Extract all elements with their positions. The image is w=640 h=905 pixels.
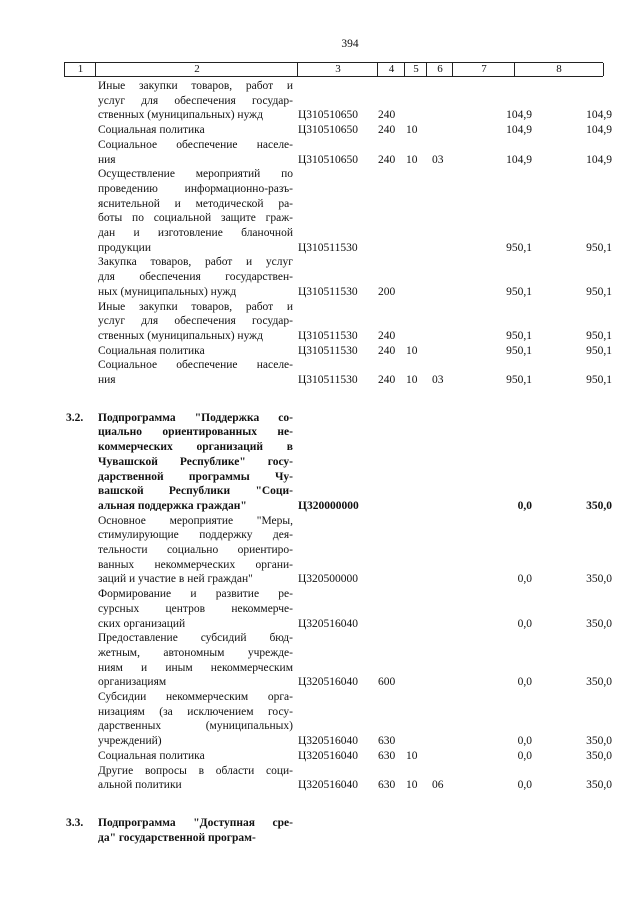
section: 10 [406, 374, 418, 386]
expense-type: 240 [378, 153, 396, 166]
amount-col8: 950,1 [586, 344, 612, 357]
row-name-line: Социальная политика [98, 344, 205, 357]
row-name-line: Осуществление мероприятий по [98, 168, 293, 181]
amount-col7: 0,0 [517, 749, 532, 762]
budget-code: Ц320516040 [298, 779, 359, 792]
row-name-line: Предоставление субсидий бюд- [98, 632, 293, 645]
amount-col8: 104,9 [586, 124, 612, 137]
budget-code: Ц310511530 [298, 374, 358, 386]
amount-col7: 950,1 [506, 374, 532, 386]
row-name-line: альной политики [98, 779, 182, 792]
row-name-line: Чувашской Республике" госу- [98, 455, 293, 468]
row-name-line: дарственных (муниципальных) [98, 720, 293, 733]
row-name-line: Социальная политика [98, 749, 205, 762]
budget-code: Ц310511530 [298, 285, 358, 298]
header-col-5: 5 [404, 63, 427, 76]
amount-col8: 350,0 [586, 749, 612, 762]
subsection: 06 [432, 779, 444, 792]
amount-col7: 950,1 [506, 344, 532, 357]
row-name-line: Субсидии некоммерческим орга- [98, 691, 293, 703]
row-name-line: заций и участие в ней граждан" [98, 573, 253, 586]
amount-col8: 350,0 [586, 735, 612, 748]
row-name-line: Основное мероприятие "Меры, [98, 514, 293, 527]
row-number: 3.3. [66, 816, 84, 829]
subsection: 03 [432, 374, 444, 386]
row-name-line: жетным, автономным учрежде- [98, 646, 293, 659]
budget-code: Ц310511530 [298, 241, 358, 254]
amount-col8: 950,1 [586, 285, 612, 298]
amount-col7: 950,1 [506, 241, 532, 254]
row-name-line: низациям (за исключением госу- [98, 705, 293, 718]
row-name-line: циально ориентированных не- [98, 426, 293, 439]
row-name-line: услуг для обеспечения государ- [98, 315, 293, 328]
row-name-line: стимулирующие поддержку дея- [98, 529, 293, 542]
budget-code: Ц310510650 [298, 124, 359, 137]
header-col-3: 3 [297, 63, 378, 76]
amount-col7: 950,1 [506, 285, 532, 298]
amount-col8: 350,0 [586, 617, 612, 630]
section: 10 [406, 779, 418, 792]
row-name-line: организациям [98, 676, 167, 689]
row-name-line: ния [98, 153, 116, 166]
row-name-line: Социальное обеспечение населе- [98, 138, 293, 151]
amount-col7: 950,1 [506, 329, 532, 342]
amount-col8: 950,1 [586, 329, 612, 342]
header-col-1: 1 [64, 63, 96, 76]
row-name-line: Социальное обеспечение населе- [98, 359, 293, 372]
row-name-line: услуг для обеспечения государ- [98, 94, 293, 107]
header-col-4: 4 [377, 63, 405, 76]
budget-code: Ц320516040 [298, 617, 359, 630]
header-col-8: 8 [514, 63, 604, 76]
row-name-line: проведению информационно-разъ- [98, 182, 293, 195]
row-name-line: ских организаций [98, 617, 186, 630]
budget-code: Ц310511530 [298, 329, 358, 342]
budget-code: Ц310511530 [298, 344, 358, 357]
expense-type: 240 [378, 344, 396, 357]
expense-type: 240 [378, 329, 396, 342]
row-name-line: ванных некоммерческих органи- [98, 558, 293, 571]
row-name-line: ственных (муниципальных) нужд [98, 329, 263, 342]
section: 10 [406, 749, 418, 762]
header-col-7: 7 [452, 63, 515, 76]
row-name-line: да" государственной програм- [98, 831, 256, 844]
budget-code: Ц310510650 [298, 153, 359, 166]
amount-col7: 0,0 [517, 617, 532, 630]
row-name-line: Иные закупки товаров, работ и [98, 80, 293, 92]
amount-col8: 950,1 [586, 241, 612, 254]
budget-code: Ц310510650 [298, 109, 359, 122]
amount-col8: 350,0 [586, 676, 612, 689]
row-name-line: ственных (муниципальных) нужд [98, 109, 263, 122]
row-name-line: сурсных центров некоммерче- [98, 602, 293, 615]
row-name-line: Иные закупки товаров, работ и [98, 300, 293, 313]
header-col-2: 2 [95, 63, 298, 76]
row-name-line: ния [98, 374, 116, 386]
expense-type: 240 [378, 374, 396, 386]
row-name-line: Закупка товаров, работ и услуг [98, 256, 293, 269]
budget-code: Ц320516040 [298, 749, 359, 762]
amount-col7: 104,9 [506, 109, 532, 122]
section: 10 [406, 153, 418, 166]
amount-col8: 350,0 [586, 573, 612, 586]
budget-code: Ц320000000 [298, 499, 359, 512]
amount-col8: 350,0 [586, 779, 612, 792]
amount-col7: 104,9 [506, 153, 532, 166]
budget-code: Ц320500000 [298, 573, 359, 586]
row-name-line: учреждений) [98, 735, 162, 748]
table-header [64, 62, 603, 77]
expense-type: 630 [378, 735, 396, 748]
budget-code: Ц320516040 [298, 735, 359, 748]
header-col-6: 6 [426, 63, 453, 76]
row-name-line: ных (муниципальных) нужд [98, 285, 237, 298]
amount-col7: 0,0 [517, 573, 532, 586]
amount-col8: 104,9 [586, 109, 612, 122]
expense-type: 630 [378, 779, 396, 792]
row-name-line: ниям и иным некоммерческим [98, 661, 293, 674]
amount-col8: 104,9 [586, 153, 612, 166]
row-name-line: Социальная политика [98, 124, 205, 137]
row-number: 3.2. [66, 411, 84, 424]
section: 10 [406, 124, 418, 137]
expense-type: 600 [378, 676, 396, 689]
row-name-line: Подпрограмма "Поддержка со- [98, 411, 293, 424]
section: 10 [406, 344, 418, 357]
row-name-line: дарственной программы Чу- [98, 470, 293, 483]
row-name-line: Подпрограмма "Доступная сре- [98, 816, 293, 829]
page-number: 394 [341, 38, 359, 50]
amount-col7: 104,9 [506, 124, 532, 137]
row-name-line: Другие вопросы в области соци- [98, 764, 293, 777]
row-name-line: дан и изготовление бланочной [98, 227, 293, 239]
row-name-line: боты по социальной защите граж- [98, 212, 293, 225]
expense-type: 240 [378, 124, 396, 137]
amount-col8: 350,0 [586, 499, 612, 512]
row-name-line: вашской Республики "Соци- [98, 485, 293, 498]
row-name-line: яснительной и методической ра- [98, 197, 293, 210]
amount-col7: 0,0 [517, 499, 532, 512]
amount-col7: 0,0 [517, 676, 532, 689]
row-name-line: для обеспечения государствен- [98, 271, 293, 284]
row-name-line: Формирование и развитие ре- [98, 588, 293, 601]
amount-col7: 0,0 [517, 735, 532, 748]
subsection: 03 [432, 153, 444, 166]
expense-type: 630 [378, 749, 396, 762]
row-name-line: тельности социально ориентиро- [98, 544, 293, 556]
amount-col8: 950,1 [586, 374, 612, 386]
expense-type: 240 [378, 109, 396, 122]
row-name-line: коммерческих организаций в [98, 441, 293, 454]
row-name-line: продукции [98, 241, 151, 254]
amount-col7: 0,0 [517, 779, 532, 792]
expense-type: 200 [378, 285, 396, 298]
row-name-line: альная поддержка граждан" [98, 499, 247, 512]
budget-code: Ц320516040 [298, 676, 359, 689]
